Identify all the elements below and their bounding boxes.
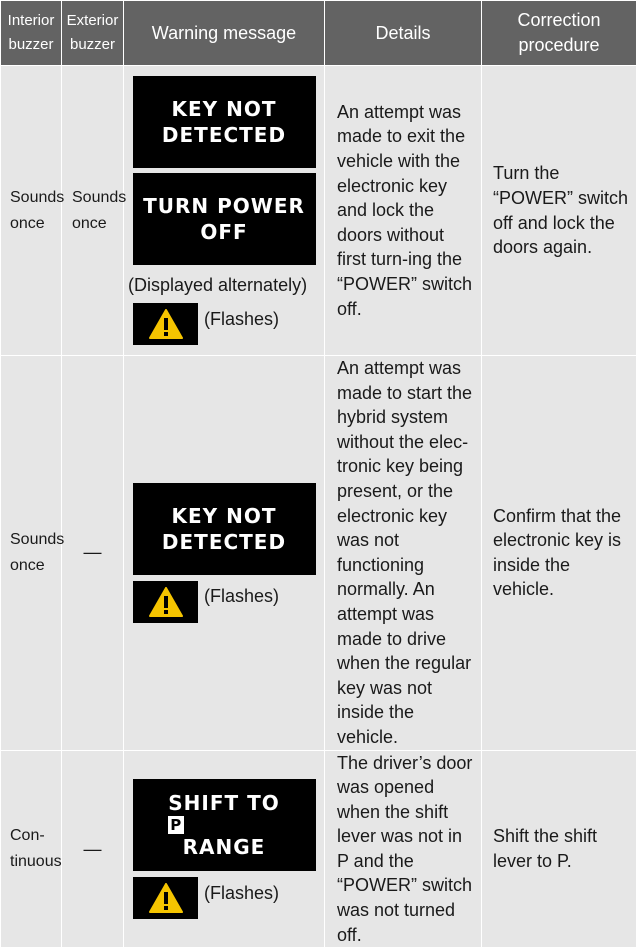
header-exterior-buzzer: Exterior buzzer	[62, 1, 124, 66]
display-line: OFF	[143, 219, 305, 245]
display-turn-power-off	[133, 173, 316, 265]
exterior-buzzer-cell: Sounds once	[62, 66, 124, 356]
flash-label: (Flashes)	[204, 307, 279, 332]
details-cell: An attempt was made to start the hybrid system without the elec-tronic key being present, or the electronic key was not functioning normally. An attempt was made to drive when the regular key was not inside the vehicle.	[325, 356, 482, 751]
table-row	[1, 356, 636, 751]
warning-triangle-icon	[133, 303, 198, 345]
table-row	[1, 750, 636, 948]
correction-cell: Turn the “POWER” switch off and lock the doors again.	[482, 66, 636, 356]
display-line: TURN POWER	[143, 193, 305, 219]
details-cell: The driver’s door was opened when the shift lever was not in P and the “POWER” switch was not turned off.	[325, 750, 482, 948]
warning-indicator	[133, 581, 324, 623]
exterior-buzzer-cell: —	[62, 356, 124, 751]
table-header-row	[1, 1, 636, 66]
display-line: KEY NOT	[162, 503, 286, 529]
table-row	[1, 66, 636, 356]
correction-cell: Confirm that the electronic key is inside the vehicle.	[482, 356, 636, 751]
display-key-not-detected	[133, 483, 316, 575]
header-details: Details	[325, 1, 482, 66]
p-range-symbol: P	[168, 816, 184, 834]
flash-label: (Flashes)	[204, 881, 279, 906]
header-interior-buzzer: Interior buzzer	[1, 1, 62, 66]
header-warning-message: Warning message	[124, 1, 325, 66]
exterior-buzzer-cell: —	[62, 750, 124, 948]
details-cell: An attempt was made to exit the vehicle with the electronic key and lock the doors without first turn-ing the “POWER” switch off.	[325, 66, 482, 356]
warning-indicator	[133, 303, 324, 345]
display-shift-to-p-range	[133, 779, 316, 871]
warning-message-cell	[124, 750, 325, 948]
warning-triangle-icon	[133, 581, 198, 623]
display-key-not-detected	[133, 76, 316, 168]
display-note: (Displayed alternately)	[128, 273, 324, 298]
display-line: SHIFT TO	[168, 790, 280, 816]
display-line: DETECTED	[162, 529, 286, 555]
warning-message-cell	[124, 66, 325, 356]
interior-buzzer-cell: Con-tinuous	[1, 750, 62, 948]
correction-cell: Shift the shift lever to P.	[482, 750, 636, 948]
display-line: DETECTED	[162, 122, 286, 148]
header-correction-procedure: Correction procedure	[482, 1, 636, 66]
display-line	[168, 816, 280, 860]
warning-indicator	[133, 877, 324, 919]
interior-buzzer-cell: Sounds once	[1, 66, 62, 356]
flash-label: (Flashes)	[204, 584, 279, 609]
warning-triangle-icon	[133, 877, 198, 919]
display-line: KEY NOT	[162, 96, 286, 122]
interior-buzzer-cell: Sounds once	[1, 356, 62, 751]
warning-message-cell	[124, 356, 325, 751]
display-line-text: RANGE	[168, 834, 280, 860]
